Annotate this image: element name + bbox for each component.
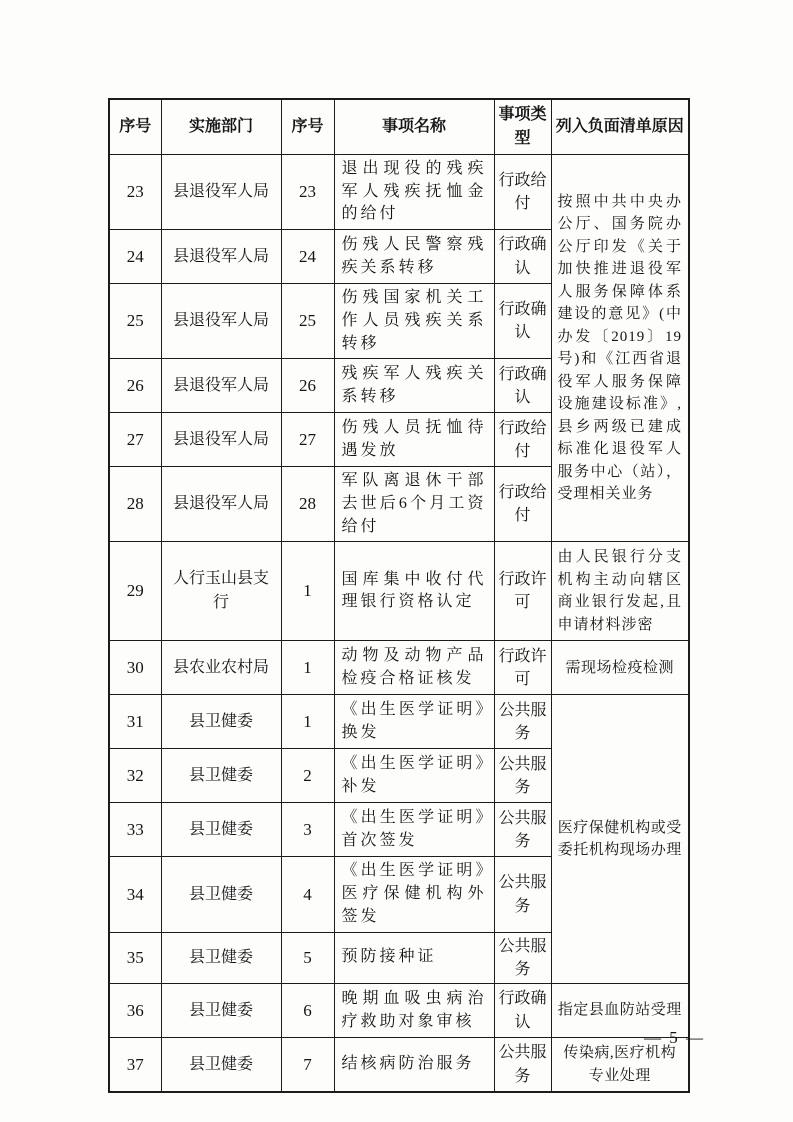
cell-sub-seq: 27 xyxy=(281,413,334,467)
cell-item-name: 《出生医学证明》换发 xyxy=(334,695,494,749)
cell-seq: 28 xyxy=(109,467,161,542)
cell-item-type: 公共服务 xyxy=(494,932,551,983)
cell-item-name: 伤残人民警察残疾关系转移 xyxy=(334,230,494,284)
cell-department: 县卫健委 xyxy=(161,803,281,857)
cell-department: 县卫健委 xyxy=(161,857,281,932)
cell-item-type: 公共服务 xyxy=(494,803,551,857)
cell-reason: 传染病,医疗机构专业处理 xyxy=(551,1038,689,1093)
cell-item-name: 《出生医学证明》补发 xyxy=(334,749,494,803)
cell-item-name: 伤残国家机关工作人员残疾关系转移 xyxy=(334,284,494,359)
cell-seq: 29 xyxy=(109,542,161,641)
cell-sub-seq: 1 xyxy=(281,695,334,749)
cell-seq: 34 xyxy=(109,857,161,932)
col-header-seq-1: 序号 xyxy=(109,99,161,155)
cell-sub-seq: 28 xyxy=(281,467,334,542)
cell-seq: 25 xyxy=(109,284,161,359)
negative-list-table xyxy=(108,98,690,1093)
table-header-row xyxy=(109,99,689,155)
cell-seq: 37 xyxy=(109,1038,161,1093)
cell-seq: 27 xyxy=(109,413,161,467)
cell-item-name: 动物及动物产品检疫合格证核发 xyxy=(334,641,494,695)
cell-sub-seq: 6 xyxy=(281,984,334,1038)
cell-seq: 26 xyxy=(109,359,161,413)
cell-item-type: 行政给付 xyxy=(494,413,551,467)
cell-department: 县卫健委 xyxy=(161,984,281,1038)
cell-item-name: 《出生医学证明》首次签发 xyxy=(334,803,494,857)
col-header-reason: 列入负面清单原因 xyxy=(551,99,689,155)
cell-department: 人行玉山县支行 xyxy=(161,542,281,641)
cell-seq: 32 xyxy=(109,749,161,803)
table-row xyxy=(109,984,689,1038)
cell-sub-seq: 2 xyxy=(281,749,334,803)
cell-item-type: 公共服务 xyxy=(494,695,551,749)
cell-sub-seq: 3 xyxy=(281,803,334,857)
cell-department: 县农业农村局 xyxy=(161,641,281,695)
cell-item-type: 行政给付 xyxy=(494,467,551,542)
cell-sub-seq: 1 xyxy=(281,542,334,641)
cell-seq: 33 xyxy=(109,803,161,857)
cell-reason: 指定县血防站受理 xyxy=(551,984,689,1038)
cell-item-type: 行政许可 xyxy=(494,542,551,641)
cell-sub-seq: 26 xyxy=(281,359,334,413)
cell-seq: 30 xyxy=(109,641,161,695)
cell-item-type: 公共服务 xyxy=(494,857,551,932)
cell-seq: 24 xyxy=(109,230,161,284)
cell-department: 县退役军人局 xyxy=(161,413,281,467)
cell-seq: 36 xyxy=(109,984,161,1038)
cell-department: 县退役军人局 xyxy=(161,230,281,284)
col-header-seq-2: 序号 xyxy=(281,99,334,155)
cell-item-type: 公共服务 xyxy=(494,749,551,803)
col-header-item-name: 事项名称 xyxy=(334,99,494,155)
cell-sub-seq: 5 xyxy=(281,932,334,983)
cell-reason-merged: 医疗保健机构或受委托机构现场办理 xyxy=(551,695,689,984)
cell-department: 县卫健委 xyxy=(161,932,281,983)
cell-item-name: 退出现役的残疾军人残疾抚恤金的给付 xyxy=(334,155,494,230)
cell-department: 县退役军人局 xyxy=(161,284,281,359)
cell-item-name: 伤残人员抚恤待遇发放 xyxy=(334,413,494,467)
cell-seq: 35 xyxy=(109,932,161,983)
cell-sub-seq: 25 xyxy=(281,284,334,359)
cell-item-type: 行政确认 xyxy=(494,230,551,284)
cell-department: 县卫健委 xyxy=(161,1038,281,1093)
cell-reason: 需现场检疫检测 xyxy=(551,641,689,695)
cell-reason: 由人民银行分支机构主动向辖区商业银行发起,且申请材料涉密 xyxy=(551,542,689,641)
cell-item-type: 行政确认 xyxy=(494,984,551,1038)
cell-sub-seq: 4 xyxy=(281,857,334,932)
cell-item-type: 行政给付 xyxy=(494,155,551,230)
cell-seq: 31 xyxy=(109,695,161,749)
page-number: — 5 — xyxy=(644,1028,705,1047)
cell-sub-seq: 1 xyxy=(281,641,334,695)
cell-item-name: 晚期血吸虫病治疗救助对象审核 xyxy=(334,984,494,1038)
cell-reason-merged: 按照中共中央办公厅、国务院办公厅印发《关于加快推进退役军人服务保障体系建设的意见》(中办发〔2019〕19号)和《江西省退役军人服务保障设施建设标准》,县乡两级已建成标准化退役军人服务中心（站），受理相关业务 xyxy=(551,155,689,542)
table-row xyxy=(109,641,689,695)
cell-department: 县卫健委 xyxy=(161,749,281,803)
col-header-department: 实施部门 xyxy=(161,99,281,155)
cell-sub-seq: 7 xyxy=(281,1038,334,1093)
table-row xyxy=(109,155,689,230)
cell-department: 县卫健委 xyxy=(161,695,281,749)
cell-item-type: 行政确认 xyxy=(494,284,551,359)
cell-item-name: 《出生医学证明》医疗保健机构外签发 xyxy=(334,857,494,932)
cell-item-type: 公共服务 xyxy=(494,1038,551,1093)
cell-item-name: 国库集中收付代理银行资格认定 xyxy=(334,542,494,641)
cell-seq: 23 xyxy=(109,155,161,230)
cell-item-type: 行政许可 xyxy=(494,641,551,695)
cell-department: 县退役军人局 xyxy=(161,155,281,230)
cell-department: 县退役军人局 xyxy=(161,359,281,413)
cell-item-name: 结核病防治服务 xyxy=(334,1038,494,1093)
table-row xyxy=(109,695,689,749)
table-row xyxy=(109,1038,689,1093)
cell-item-name: 军队离退休干部去世后6个月工资给付 xyxy=(334,467,494,542)
cell-sub-seq: 23 xyxy=(281,155,334,230)
cell-department: 县退役军人局 xyxy=(161,467,281,542)
col-header-item-type: 事项类型 xyxy=(494,99,551,155)
table-row xyxy=(109,542,689,641)
cell-item-name: 预防接种证 xyxy=(334,932,494,983)
cell-item-type: 行政确认 xyxy=(494,359,551,413)
cell-item-name: 残疾军人残疾关系转移 xyxy=(334,359,494,413)
cell-sub-seq: 24 xyxy=(281,230,334,284)
